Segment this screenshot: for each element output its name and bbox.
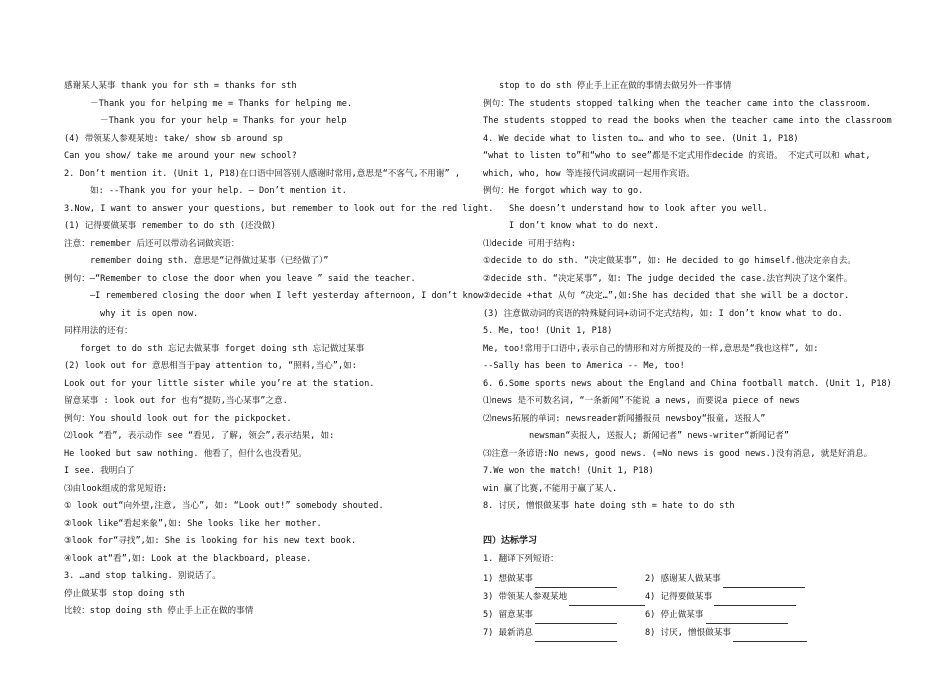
left-text-line: 同样用法的还有： — [64, 326, 133, 336]
left-text-line: ⑶由look组成的常见短语: — [64, 483, 168, 494]
right-text-line: I don’t know what to do next. — [509, 221, 660, 231]
left-text-line: －Thank you for helping me = Thanks for helping me. — [90, 98, 353, 109]
exercise-item-label: 4) 记得要做某事 — [645, 592, 713, 602]
right-text-line: 例句：The students stopped talking when the teacher came into the classroom. — [483, 98, 871, 109]
left-column — [64, 78, 494, 621]
exercise-row — [483, 570, 903, 588]
right-text-line: 6. 6.Some sports news about the England and China football match. (Unit 1, P18) — [483, 378, 892, 389]
left-text-line: I see. 我明白了 — [64, 466, 135, 476]
right-text-line: newsman“卖报人, 送报人; 新闻记者” news-writer“新闻记者” — [529, 431, 790, 441]
exercise-grid — [483, 570, 903, 642]
answer-blank[interactable] — [723, 577, 805, 588]
right-text-line: 4. We decide what to listen to… and who to see. (Unit 1, P18) — [483, 133, 799, 144]
right-text-line: (3) 注意做动词的宾语的特殊疑问词+动词不定式结构, 如: I don’t know what to do. — [483, 308, 843, 319]
exercise-item-label: 8) 讨厌, 憎恨做某事 — [645, 628, 732, 638]
left-text-line: 2. Don’t mention it. (Unit 1, P18)在口语中回答别人感谢时常用,意思是“不客气,不用谢” , — [64, 168, 461, 179]
right-text-line: ⑴news 是不可数名词, “一条新闻”不能说 a news, 而要说a piece of news — [483, 396, 800, 406]
left-text-line: why it is open now. — [100, 308, 199, 319]
exercise-instruction: 1. 翻译下列短语： — [483, 553, 559, 564]
right-text-line: She doesn’t understand how to look after you well. — [509, 203, 768, 214]
exercise-item — [645, 606, 807, 624]
right-text-line: stop to do sth 停止手上正在做的事情去做另外一件事情 — [499, 81, 732, 91]
left-text-line: 注意：remember 后还可以带动名词做宾语： — [64, 238, 240, 249]
right-text-line: Me, too!常用于口语中,表示自己的情形和对方所提及的一样,意思是“我也这样”, 如: — [483, 343, 819, 354]
left-text-line: 比较：stop doing sth 停止手上正在做的事情 — [64, 606, 254, 616]
left-text-line: －Thank you for your help = Thanks for your help — [100, 116, 347, 126]
exercise-item — [645, 570, 807, 588]
left-text-line: ②look like“看起来象”,如: She looks like her mother. — [64, 518, 322, 529]
right-text-line: win 赢了比赛,不能用于赢了某人. — [483, 483, 618, 494]
exercise-row — [483, 588, 903, 606]
left-text-line: Look out for your little sister while you’re at the station. — [64, 378, 375, 389]
left-text-line: (4) 带领某人参观某地: take/ show sb around sp — [64, 133, 283, 144]
left-text-line: Can you show/ take me around your new school? — [64, 151, 297, 161]
exercise-row — [483, 606, 903, 624]
answer-blank[interactable] — [535, 577, 617, 588]
right-text-line: which, who, how 等连接代词或副词一起用作宾语。 — [483, 168, 695, 179]
left-text-line: 3. …and stop talking. 别说话了。 — [64, 571, 221, 581]
left-text-line: 感谢某人某事 thank you for sth = thanks for sth — [64, 81, 297, 91]
left-text-line: (2) look out for 意思相当于pay attention to, “照料,当心”,如: — [64, 361, 357, 371]
right-text-line: 8. 讨厌, 憎恨做某事 hate doing sth = hate to do sth — [483, 501, 735, 511]
answer-blank[interactable] — [706, 613, 788, 624]
left-text-line: 3.Now, I want to answer your questions, but remember to look out for the red light. — [64, 203, 494, 214]
right-text-line: ⑵news拓展的单词: newsreader新闻播报员 newsboy“报童, 送报人” — [483, 413, 766, 424]
exercise-item — [645, 624, 807, 642]
answer-blank[interactable] — [714, 595, 796, 606]
left-text-line: He looked but saw nothing. 他看了，但什么也没看见。 — [64, 448, 307, 459]
right-column — [483, 78, 903, 642]
exercise-item-label: 3) 带领某人参观某地 — [483, 592, 568, 602]
answer-blank[interactable] — [733, 631, 807, 642]
exercise-item-label: 5) 留意某事 — [483, 610, 533, 620]
left-text-line: ① look out“向外望,注意, 当心”, 如: “Look out!” somebody shouted. — [64, 501, 384, 511]
left-text-line: ③look for“寻找”,如: She is looking for his new text book. — [64, 536, 357, 546]
left-text-line: 停止做某事 stop doing sth — [64, 588, 185, 599]
answer-blank[interactable] — [569, 595, 645, 606]
exercise-item — [483, 606, 645, 624]
left-text-line: 例句：—“Remember to close the door when you leave ” said the teacher. — [64, 273, 416, 284]
exercise-item-label: 1) 想做某事 — [483, 574, 533, 584]
right-text-line: 例句：He forgot which way to go. — [483, 186, 644, 196]
exercise-item — [645, 588, 807, 606]
answer-blank[interactable] — [535, 613, 617, 624]
exercise-row — [483, 624, 903, 642]
right-text-line: 5. Me, too! (Unit 1, P18) — [483, 326, 613, 336]
right-text-line: ⑴decide 可用于结构: — [483, 238, 576, 249]
exercise-item-label: 7) 最新消息 — [483, 628, 533, 638]
answer-blank[interactable] — [535, 631, 617, 642]
exercise-item-label: 6) 停止做某事 — [645, 610, 704, 620]
right-text-line: ①decide to do sth. “决定做某事”, 如: He decided to go himself.他决定亲自去。 — [483, 256, 856, 266]
left-text-line: forget to do sth 忘记去做某事 forget doing sth 忘记做过某事 — [80, 343, 365, 354]
right-text-line: ⑶注意一条谚语:No news, good news. (=No news is good news.)没有消息, 就是好消息。 — [483, 448, 873, 459]
left-text-line: ⑵look “看”, 表示动作 see “看见, 了解, 领会”,表示结果, 如: — [64, 431, 335, 441]
right-text-line: ②decide sth. “决定某事”, 如: The judge decided the case.法官判决了这个案件。 — [483, 273, 853, 284]
right-text-line: --Sally has been to America -- Me, too! — [483, 361, 685, 371]
exercise-item — [483, 570, 645, 588]
exercise-item — [483, 588, 645, 606]
right-text-line: ②decide +that 从句 “决定…”,如:She has decided that she will be a doctor. — [483, 291, 850, 301]
left-text-line: —I remembered closing the door when I left yesterday afternoon, I don’t know — [90, 291, 484, 301]
left-text-line: 如: --Thank you for your help. — Don’t mention it. — [90, 186, 347, 196]
right-text-line: “what to listen to”和“who to see”都是不定式用作decide 的宾语。 不定式可以和 what, — [483, 151, 871, 161]
left-text-line: ④look at“看”,如: Look at the blackboard, please. — [64, 553, 312, 564]
left-text-line: 例句：You should look out for the pickpocket. — [64, 413, 292, 424]
exercise-item-label: 2) 感谢某人做某事 — [645, 574, 721, 584]
exercise-title: 四）达标学习 — [483, 536, 538, 546]
left-text-line: remember doing sth. 意思是“记得做过某事（已经做了）” — [90, 256, 329, 266]
exercise-item — [483, 624, 645, 642]
left-text-line: 留意某事 : look out for 也有“提防,当心某事”之意. — [64, 396, 288, 406]
right-text-line: 7.We won the match! (Unit 1, P18) — [483, 466, 654, 476]
right-text-line: The students stopped to read the books when the teacher came into the classroom — [483, 116, 892, 126]
left-text-line: (1) 记得要做某事 remember to do sth (还没做) — [64, 221, 276, 231]
right-column-lines — [483, 78, 903, 516]
